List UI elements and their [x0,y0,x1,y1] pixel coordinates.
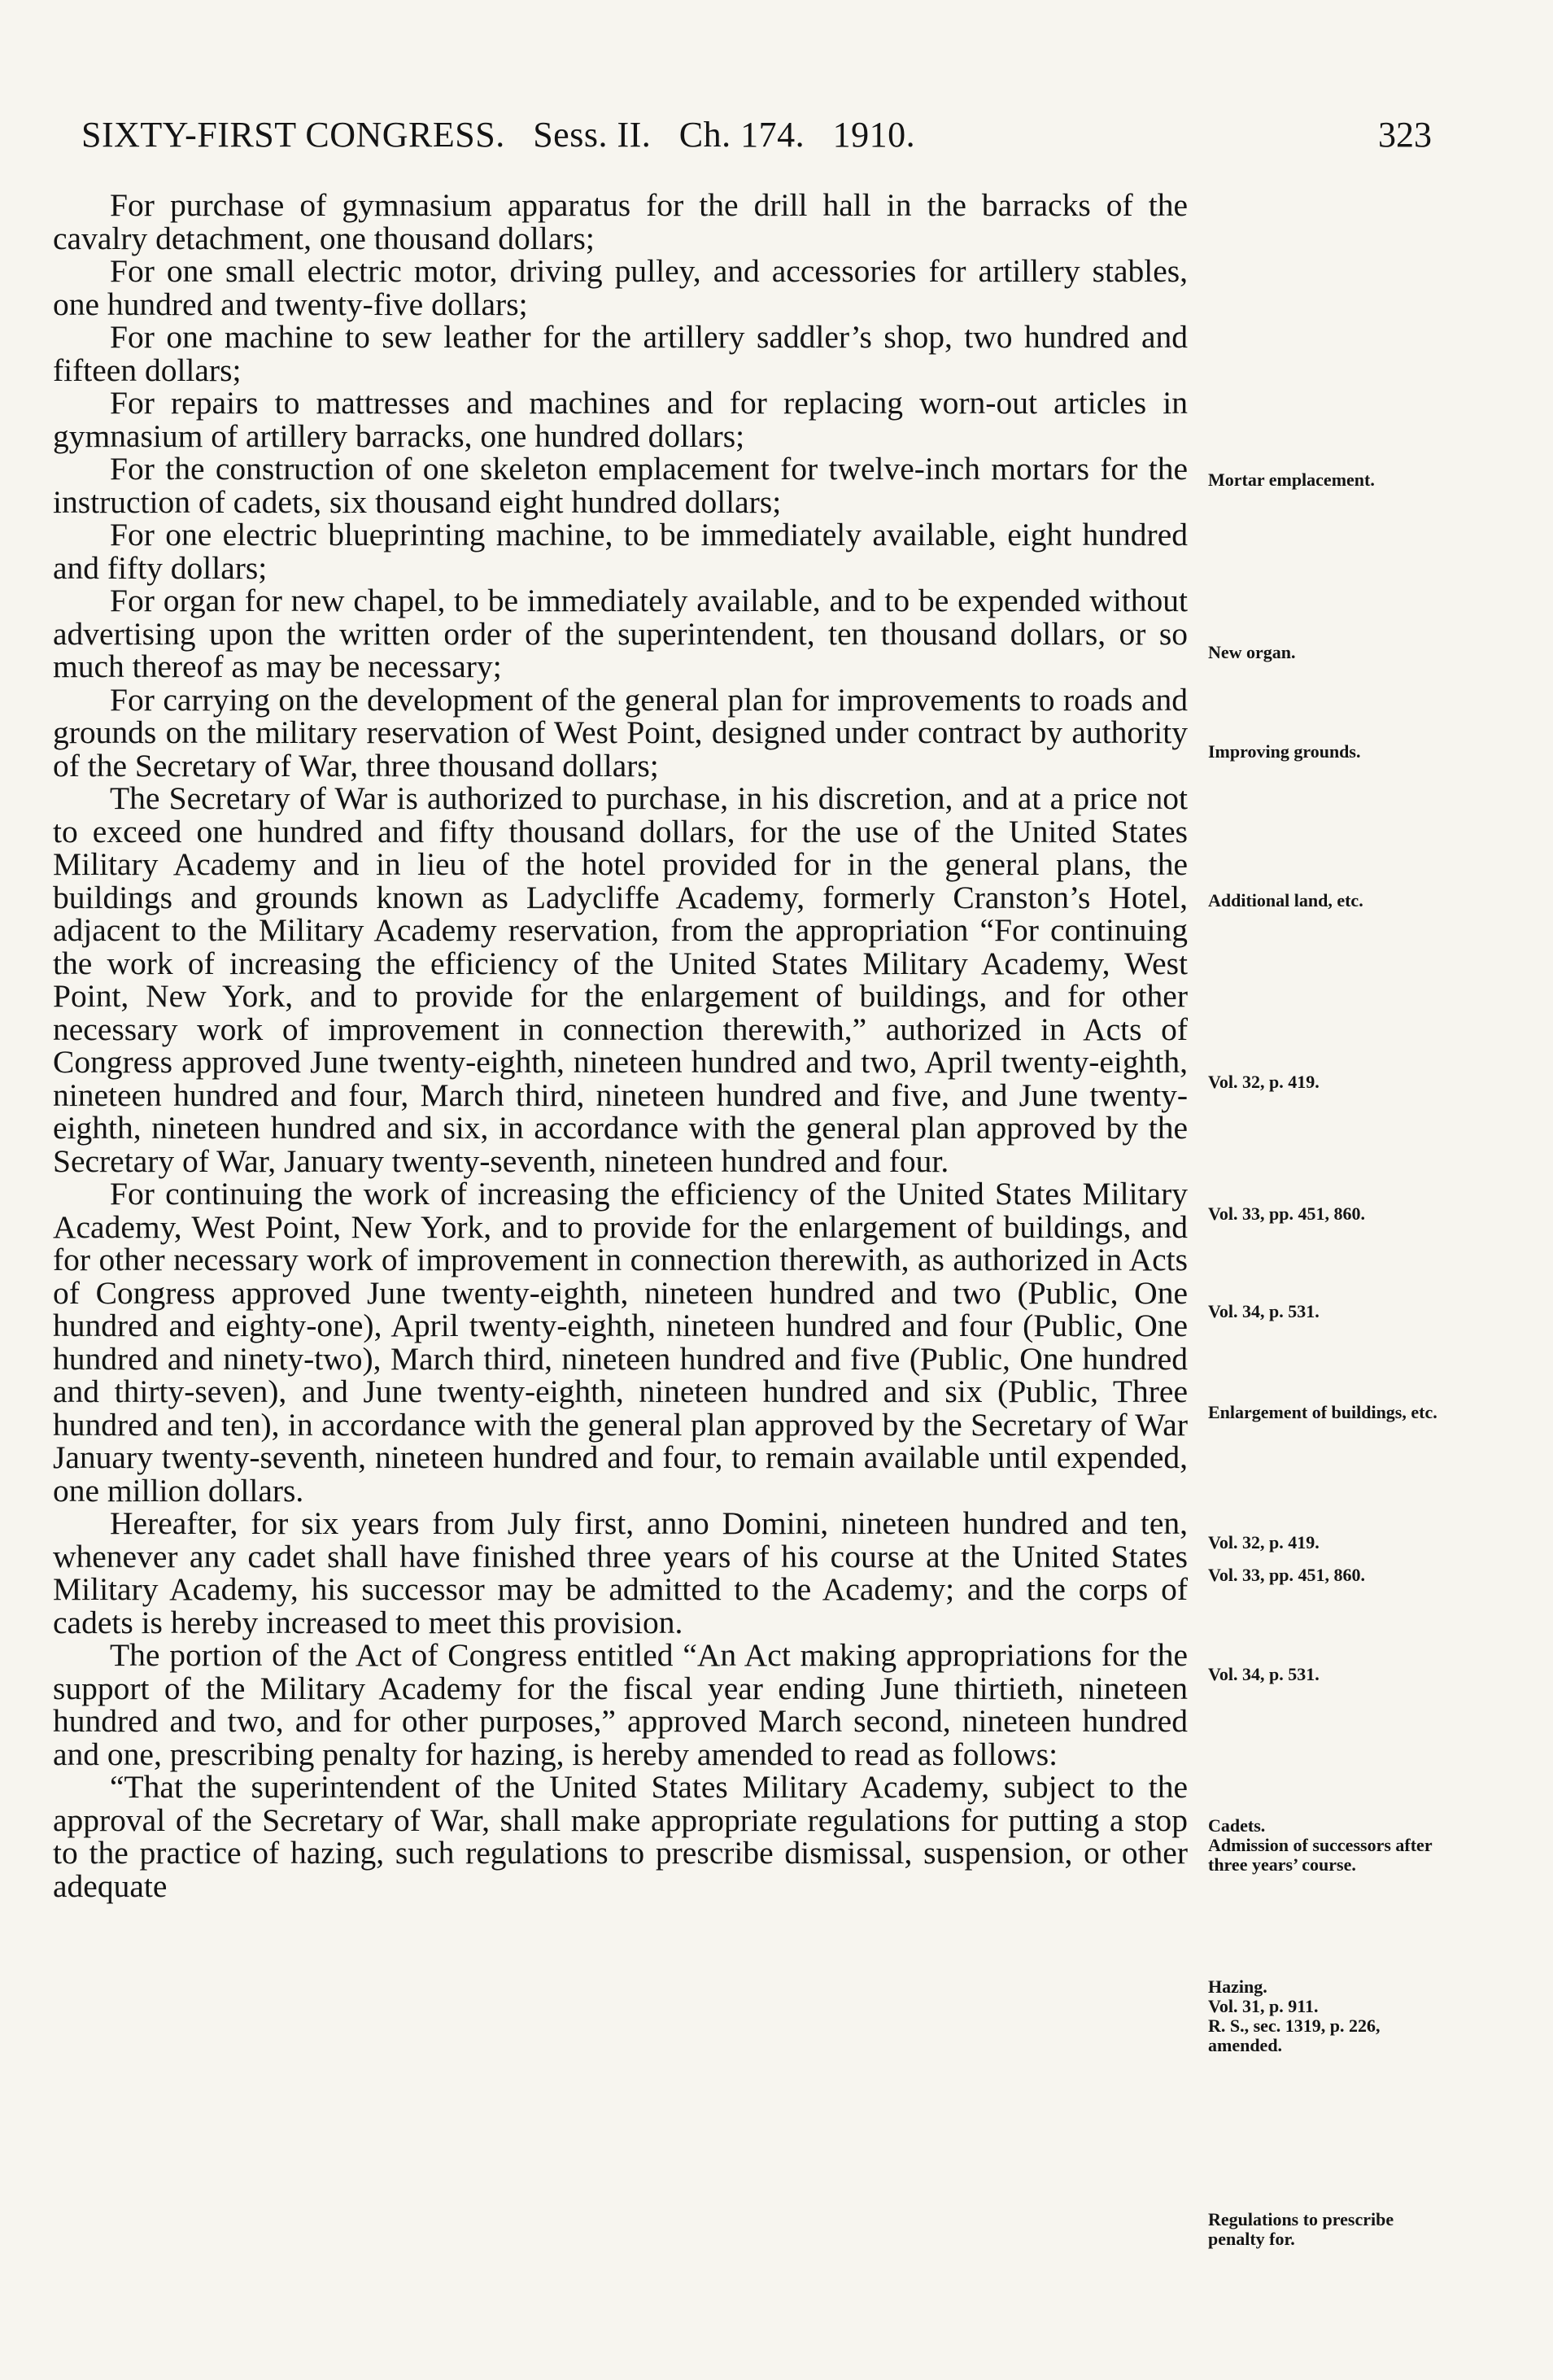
paragraph: For purchase of gymnasium apparatus for the drill hall in the barracks of the cavalry detachment, one thousand dollars; [53,187,1188,256]
paragraph: For repairs to mattresses and machines and for replacing worn-out articles in gymnasium of artillery barracks, one hundred dollars; [53,385,1188,454]
running-header [81,114,1432,163]
paragraph: The Secretary of War is authorized to purchase, in his discretion, and at a price not to exceed one hundred and fifty thousand dollars, for the use of the United States Military Academy and in lieu of the hotel provided for in the general plans, the buildings and grounds known as Ladycliffe Academy, formerly Cranston’s Hotel, adjacent to the Military Academy reservation, from the appropriation “For continuing the work of increasing the efficiency of the United States Military Academy, West Point, New York, and to provide for the enlargement of buildings, and for other necessary work of improvement in connection therewith,” authorized in Acts of Congress approved June twenty-eighth, nineteen hundred and two, April twenty-eighth, nineteen hundred and four, March third, nineteen hundred and five, and June twenty-eighth, nineteen hundred and six, in accordance with the general plan approved by the Secretary of War, January twenty-seventh, nineteen hundred and four. [53,780,1188,1179]
paragraph: For carrying on the development of the general plan for improvements to roads and grounds on the military reservation of West Point, designed under contract by authority of the Secretary of War, three thousand dollars; [53,681,1188,784]
margin-note: Vol. 34, p. 531. [1208,1301,1320,1321]
margin-note: Mortar emplacement. [1208,469,1375,490]
paragraph: For organ for new chapel, to be immediately available, and to be expended without advertising upon the written order of the superintendent, ten thousand dollars, or so much thereof as may be necessary; [53,583,1188,684]
header-chapter: Ch. 174. [678,115,805,155]
margin-note: Cadets. Admission of successors after three years’ course. [1208,1815,1433,1875]
margin-note: Vol. 32, p. 419. [1208,1532,1320,1552]
margin-note: Regulations to prescribe penalty for. [1208,2209,1394,2249]
margin-note: Vol. 34, p. 531. [1208,1664,1320,1684]
margin-note: Hazing. Vol. 31, p. 911. R. S., sec. 1319, p. 226, amended. [1208,1976,1381,2055]
margin-note: Improving grounds. [1208,741,1361,762]
margin-note: Additional land, etc. [1208,890,1363,911]
paragraph: For one electric blueprinting machine, to be immediately available, eight hundred and fifty dollars; [53,517,1188,586]
body-text [53,189,1188,1902]
paragraph: Hereafter, for six years from July first, anno Domini, nineteen hundred and ten, whenever any cadet shall have finished three years of his course at the United States Military Academy, his successor may be admitted to the Academy; and the corps of cadets is hereby increased to meet this provision. [53,1505,1188,1640]
paragraph: For one small electric motor, driving pulley, and accessories for artillery stables, one hundred and twenty-five dollars; [53,253,1188,322]
margin-note: Vol. 32, p. 419. [1208,1072,1320,1092]
margin-note: Vol. 33, pp. 451, 860. [1208,1565,1365,1585]
paragraph: For one machine to sew leather for the artillery saddler’s shop, two hundred and fifteen dollars; [53,319,1188,388]
header-session: Sess. II. [533,115,652,155]
page-number: 323 [1378,115,1432,155]
paragraph: The portion of the Act of Congress entitled “An Act making appropriations for the support of the Military Academy for the fiscal year ending June thirtieth, nineteen hundred and two, and for other purposes,” approved March second, nineteen hundred and one, prescribing penalty for hazing, is hereby amended to read as follows: [53,1637,1188,1772]
paragraph: For the construction of one skeleton emplacement for twelve-inch mortars for the instruction of cadets, six thousand eight hundred dollars; [53,451,1188,520]
paragraph: “That the superintendent of the United States Military Academy, subject to the approval of the Secretary of War, shall make appropriate regulations for putting a stop to the practice of hazing, such regulations to prescribe dismissal, suspension, or other adequate [53,1769,1188,1904]
header-year: 1910. [832,115,916,155]
paragraph: For continuing the work of increasing the efficiency of the United States Military Academy, West Point, New York, and to provide for the enlargement of buildings, and for other necessary work of improvement in connection therewith, as authorized in Acts of Congress approved June twenty-eighth, nineteen hundred and two (Public, One hundred and eighty-one), April twenty-eighth, nineteen hundred and four (Public, One hundred and ninety-two), March third, nineteen hundred and five (Public, One hundred and thirty-seven), and June twenty-eighth, nineteen hundred and six (Public, Three hundred and ten), in accordance with the general plan approved by the Secretary of War January twenty-seventh, nineteen hundred and four, to remain available until expended, one million dollars. [53,1176,1188,1509]
header-title: SIXTY-FIRST CONGRESS. [81,115,505,155]
margin-note: Enlargement of buildings, etc. [1208,1402,1437,1422]
margin-note: New organ. [1208,642,1296,662]
margin-note: Vol. 33, pp. 451, 860. [1208,1203,1365,1224]
